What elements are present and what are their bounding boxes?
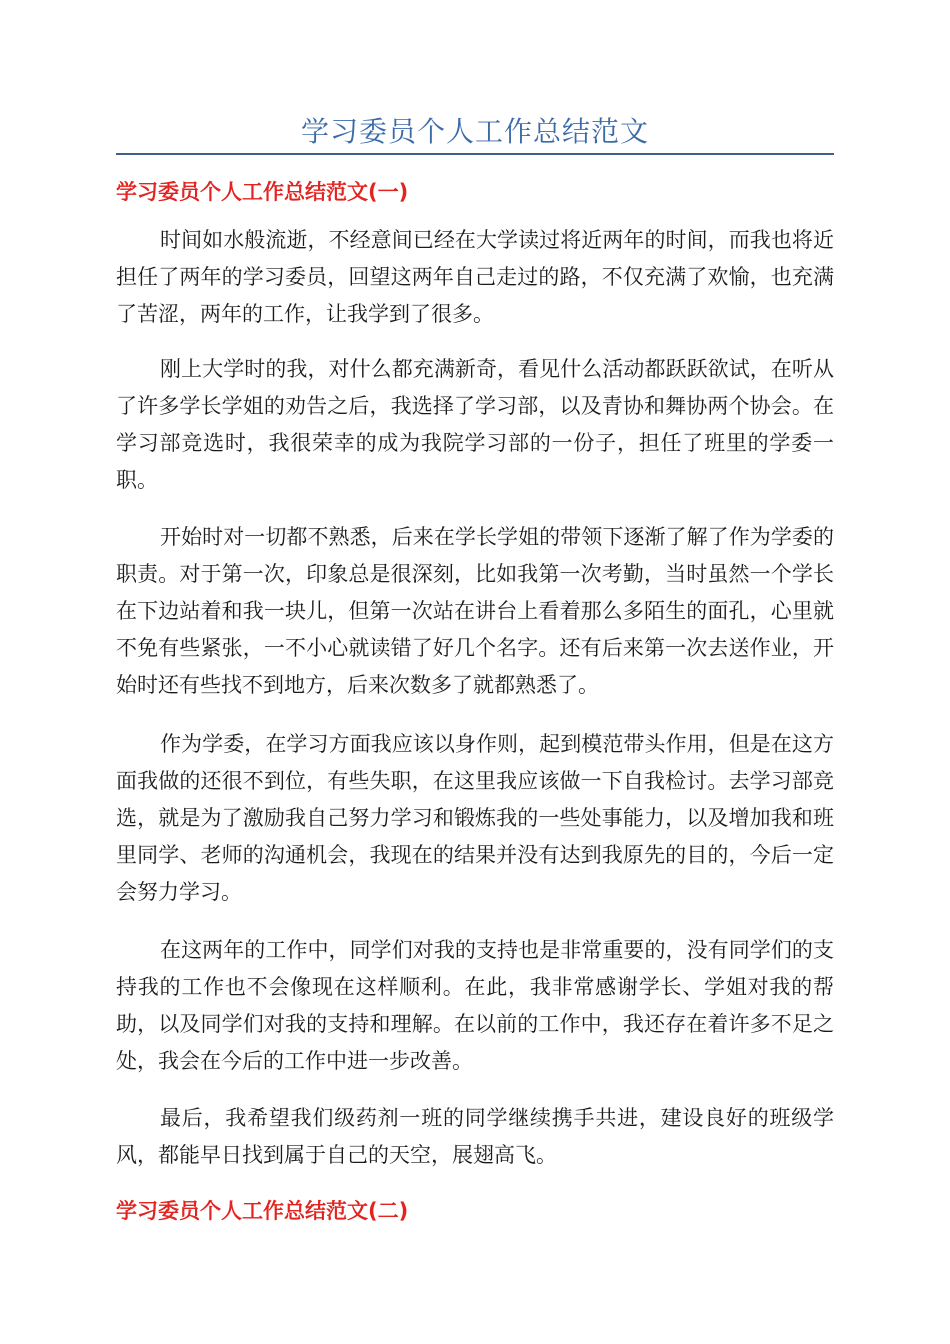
title-divider [116,153,834,155]
paragraph-3: 开始时对一切都不熟悉，后来在学长学姐的带领下逐渐了解了作为学委的职责。对于第一次，印象总是很深刻，比如我第一次考勤，当时虽然一个学长在下边站着和我一块儿，但第一次站在讲台上看着那么多陌生的面孔，心里就不免有些紧张，一不小心就读错了好几个名字。还有后来第一次去送作业，开始时还有些找不到地方，后来次数多了就都熟悉了。 [116,525,834,697]
paragraph-1: 时间如水般流逝，不经意间已经在大学读过将近两年的时间，而我也将近担任了两年的学习委员，回望这两年自己走过的路，不仅充满了欢愉，也充满了苦涩，两年的工作，让我学到了很多。 [116,228,834,326]
paragraph-5: 在这两年的工作中，同学们对我的支持也是非常重要的，没有同学们的支持我的工作也不会像现在这样顺利。在此，我非常感谢学长、学姐对我的帮助，以及同学们对我的支持和理解。在以前的工作中，我还存在着许多不足之处，我会在今后的工作中进一步改善。 [116,938,834,1073]
paragraph-6: 最后，我希望我们级药剂一班的同学继续携手共进，建设良好的班级学风，都能早日找到属于自己的天空，展翅高飞。 [116,1106,834,1167]
paragraph-2: 刚上大学时的我，对什么都充满新奇，看见什么活动都跃跃欲试，在听从了许多学长学姐的劝告之后，我选择了学习部，以及青协和舞协两个协会。在学习部竞选时，我很荣幸的成为我院学习部的一份子，担任了班里的学委一职。 [116,357,834,492]
paragraph-4: 作为学委，在学习方面我应该以身作则，起到模范带头作用，但是在这方面我做的还很不到位，有些失职，在这里我应该做一下自我检讨。去学习部竞选，就是为了激励我自己努力学习和锻炼我的一些处事能力，以及增加我和班里同学、老师的沟通机会，我现在的结果并没有达到我原先的目的，今后一定会努力学习。 [116,732,834,904]
section-heading-1: 学习委员个人工作总结范文(一) [116,180,409,204]
document-title: 学习委员个人工作总结范文 [300,115,649,148]
section-heading-2: 学习委员个人工作总结范文(二) [116,1199,409,1223]
